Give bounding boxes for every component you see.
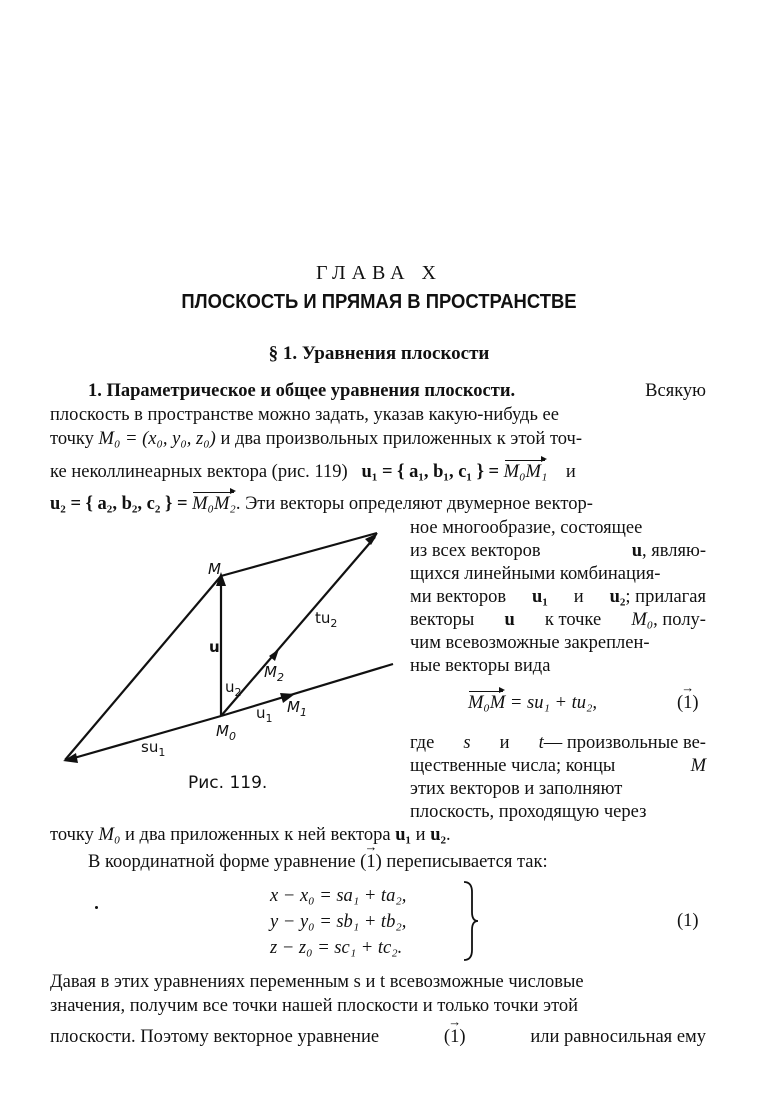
section-heading: § 1. Уравнения плоскости	[268, 343, 490, 364]
text: точку	[50, 825, 94, 845]
text: значения, получим все точки нашей плоскости и только точки этой	[50, 996, 579, 1016]
system-eq-2: y − y₀ = sb₁ + tb₂,	[270, 912, 407, 932]
text: этих векторов и заполняют	[410, 779, 623, 799]
chapter-title: ПЛОСКОСТЬ И ПРЯМАЯ В ПРОСТРАНСТВЕ	[181, 290, 577, 313]
math-u: u	[504, 610, 515, 630]
label-u: u	[209, 638, 220, 656]
text: . Эти векторы определяют двумерное вектор-	[235, 494, 593, 514]
para1-line1	[88, 381, 706, 402]
label-u1: $u_1$	[256, 704, 273, 725]
text: где	[410, 733, 435, 753]
text: ; прилагая	[625, 587, 706, 607]
para2-line	[88, 852, 548, 873]
text: и	[573, 587, 584, 607]
right-line7	[410, 656, 550, 677]
label-su1: $su_1$	[141, 738, 166, 759]
text: ное многообразие, состоящее	[410, 518, 643, 538]
right-line1	[410, 518, 706, 539]
para1-line3	[50, 429, 582, 450]
label-u2: $u_2$	[225, 678, 242, 699]
text: плоскость в пространстве можно задать, указав какую-нибудь ее	[50, 405, 559, 425]
text: щихся линейными комбинация-	[410, 564, 661, 584]
math-m0: M₀	[631, 610, 654, 630]
para3-line3	[50, 1027, 706, 1048]
right-line11	[410, 802, 706, 823]
text: В координатной форме уравнение	[88, 852, 356, 872]
text: и	[565, 462, 576, 482]
right-line9	[410, 756, 706, 777]
ref-equation-vector: → (1)	[360, 852, 382, 873]
label-tu2: $tu_2$	[315, 609, 338, 630]
text: Давая в этих уравнениях переменным s и t всевозможные числовые	[50, 972, 584, 992]
vector-tu2	[221, 537, 375, 716]
math-vector-m0m: M₀M	[468, 693, 506, 713]
para3-line1	[50, 972, 706, 993]
math-t: t	[538, 733, 544, 753]
text: к точке	[544, 610, 602, 630]
right-brace	[462, 880, 480, 962]
math-vector-m0m2: M₀M₂	[192, 494, 236, 514]
math-u2: u₂	[430, 825, 447, 845]
text: и	[415, 825, 426, 845]
math-u2: u₂	[609, 587, 626, 607]
text: из всех векторов	[410, 541, 541, 561]
ref-equation-vector: → (1)	[444, 1027, 466, 1048]
math-u1: u₁	[395, 825, 412, 845]
para1-line2	[50, 405, 706, 426]
math-m0: M₀	[98, 825, 121, 845]
para1-last-line: точку M₀ и два приложенных к ней вектора u₁ и u₂.	[50, 825, 451, 845]
text: ке неколлинеарных вектора (рис. 119)	[50, 462, 348, 482]
right-line5	[410, 610, 706, 631]
chapter-heading: ГЛАВА X	[315, 262, 443, 284]
parallelogram-left-edge	[65, 576, 221, 760]
math-u2-def: u₂ = { a₂, b₂, c₂ } =	[50, 494, 188, 514]
text: , полу-	[653, 610, 706, 630]
text: ми векторов	[410, 587, 507, 607]
equation-system	[270, 883, 406, 961]
text: чим всевозможные закреплен-	[410, 633, 650, 653]
equation-number-vector: → (1)	[677, 693, 699, 714]
label-M2: $M_2$	[264, 663, 284, 684]
text: ные векторы вида	[410, 656, 551, 676]
math-vector-eq-rhs: = su₁ + tu₂,	[505, 693, 598, 713]
equation-number: (1)	[677, 911, 699, 931]
right-line2	[410, 541, 706, 562]
text: и два приложенных к ней вектора	[125, 825, 391, 845]
para1-line5	[50, 494, 593, 515]
text: плоскость, проходящую через	[410, 802, 647, 822]
right-line6	[410, 633, 706, 654]
text: щественные числа; концы	[410, 756, 616, 776]
math-vector-m0m1: M₀M₁	[503, 462, 548, 482]
figure-119	[55, 520, 395, 770]
subsection-heading: 1. Параметрическое и общее уравнения плоскости.	[88, 381, 516, 401]
label-M0: $M_0$	[216, 722, 236, 743]
right-line4	[410, 587, 706, 608]
system-eq-1: x − x₀ = sa₁ + ta₂,	[270, 886, 407, 906]
figure-caption: Рис. 119.	[188, 773, 268, 793]
label-M1: $M_1$	[287, 698, 307, 719]
math-point: M₀ = (x₀, y₀, z₀)	[98, 429, 216, 449]
text: и	[499, 733, 510, 753]
math-u1-def: u₁ = { a₁, b₁, c₁ } =	[361, 462, 500, 482]
label-M: M	[208, 560, 221, 578]
system-eq-3: z − z₀ = sc₁ + tc₂.	[270, 938, 403, 958]
line-u1	[221, 664, 393, 716]
right-line8	[410, 733, 706, 754]
text: , являю-	[642, 541, 706, 561]
math-u1: u₁	[532, 587, 548, 607]
para1-line4	[50, 462, 576, 483]
right-line10	[410, 779, 706, 800]
text: — произвольные ве-	[543, 733, 706, 753]
math-s: s	[463, 733, 471, 753]
parallelogram-top-edge	[221, 533, 377, 576]
math-m: M	[690, 756, 706, 776]
text: переписывается так:	[386, 852, 548, 872]
text: точку	[50, 429, 94, 449]
text: векторы	[410, 610, 475, 630]
stray-dot	[95, 906, 98, 909]
right-line3	[410, 564, 706, 585]
text: плоскости. Поэтому векторное уравнение	[50, 1027, 380, 1047]
text: или равносильная ему	[530, 1027, 706, 1047]
math-u: u	[631, 541, 643, 561]
para3-line2	[50, 996, 706, 1017]
vector-equation	[468, 693, 597, 714]
text: и два произвольных приложенных к этой точ-	[220, 429, 583, 449]
text: Всякую	[645, 381, 706, 401]
